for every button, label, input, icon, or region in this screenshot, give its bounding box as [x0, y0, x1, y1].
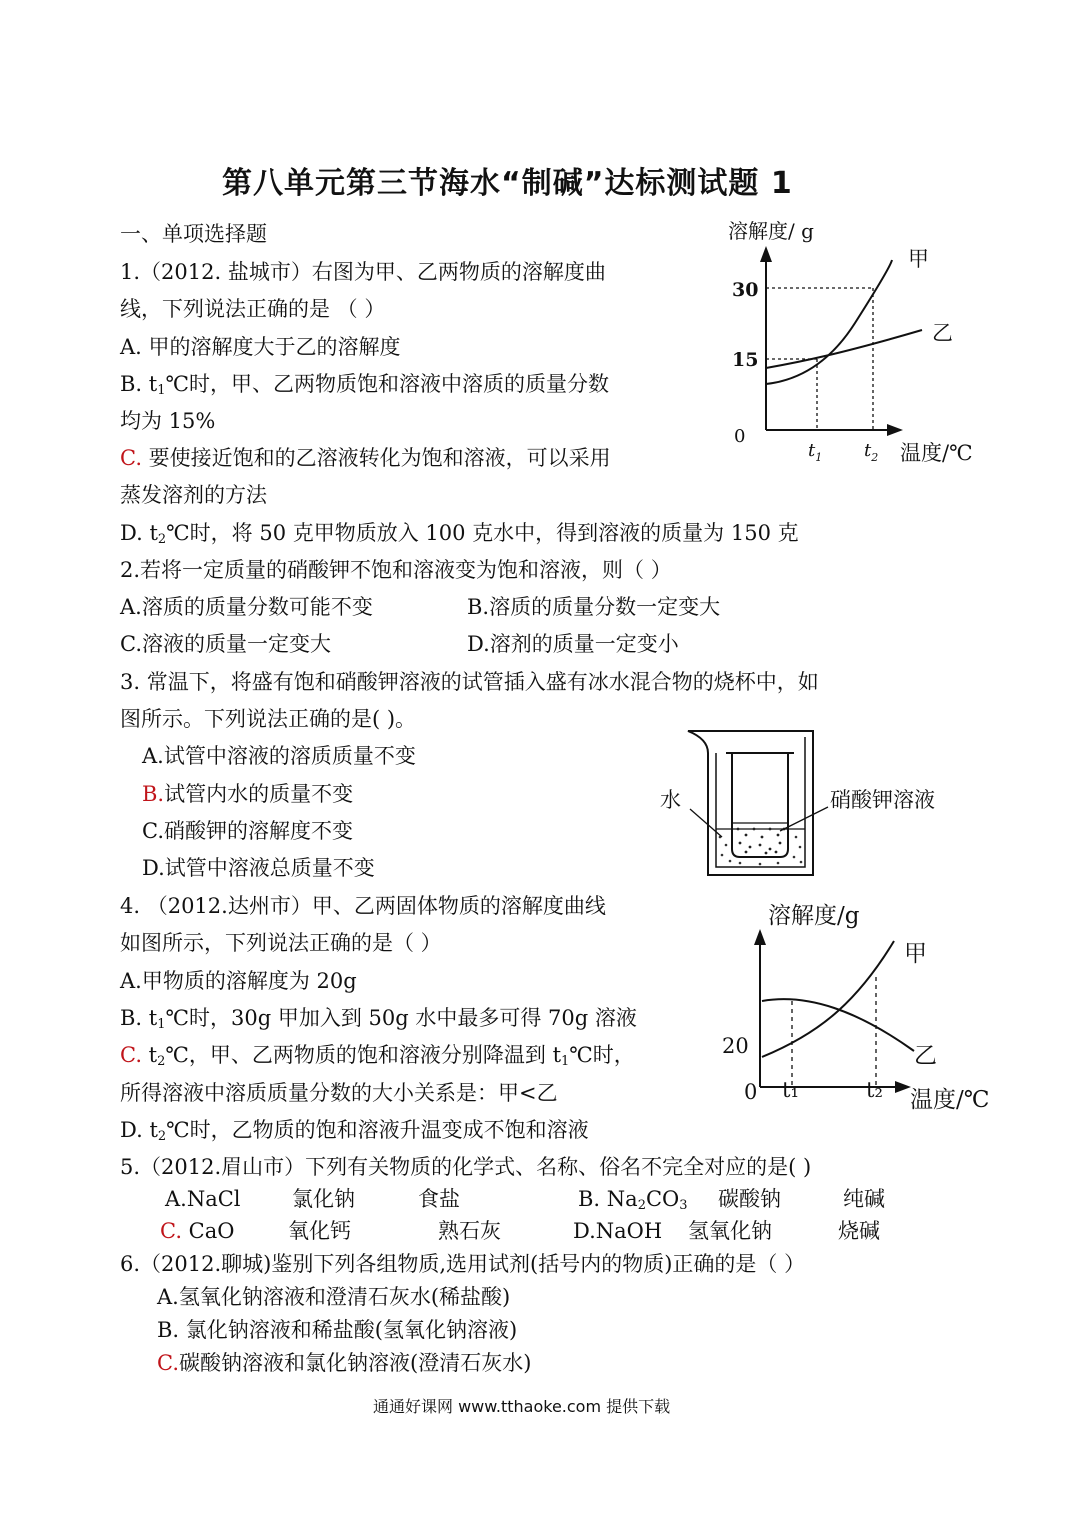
q1-option-c-line2: 蒸发溶剂的方法 [120, 483, 267, 507]
q5-a-name: 氯化钠 [292, 1187, 355, 1211]
q3-stem-line2: 图所示。下列说法正确的是( )。 [120, 707, 417, 731]
chart2-curve-yi [762, 999, 914, 1051]
answer-mark: C. [160, 1219, 182, 1243]
chart2-xlabel: 温度/℃ [910, 1087, 990, 1113]
chart2-tick-t1: t₁ [782, 1078, 799, 1102]
q5-c-formula: C. CaO [160, 1219, 235, 1243]
water-pointer [690, 809, 722, 837]
q5-d-formula: D.NaOH [573, 1219, 663, 1243]
q5-b-common: 纯碱 [843, 1187, 885, 1211]
chart1-tick-t2: $t_2$ [864, 440, 879, 464]
q5-d-common: 烧碱 [838, 1219, 880, 1243]
q1-option-d: D. $t_2℃$时，将 50 克甲物质放入 100 克水中，得到溶液的质量为 150 克 [120, 521, 799, 547]
q4-option-a: A.甲物质的溶解度为 20g [120, 969, 357, 993]
answer-mark: C. [120, 1043, 142, 1067]
chart1-tick-15: 15 [732, 349, 759, 371]
q5-d-name: 氢氧化钠 [688, 1219, 772, 1243]
chart1-ylabel: 溶解度/ g [728, 219, 814, 243]
q5-b-name: 碳酸钠 [718, 1187, 781, 1211]
q5-stem: 5.（2012.眉山市）下列有关物质的化学式、名称、俗名不完全对应的是( ) [120, 1155, 812, 1179]
q5-c-name: 氧化钙 [288, 1219, 351, 1243]
chart1-tick-30: 30 [732, 279, 759, 301]
q2-option-a: A.溶质的质量分数可能不变 [120, 595, 373, 619]
page-title: 第八单元第三节海水“制碱”达标测试题 1 [222, 166, 793, 201]
answer-mark: C. [157, 1351, 179, 1375]
page-footer: 通通好课网 www.tthaoke.com 提供下载 [373, 1397, 671, 1416]
q4-option-d: D. $t_2℃$时，乙物质的饱和溶液升温变成不饱和溶液 [120, 1118, 589, 1144]
solution-dots [737, 828, 786, 855]
q1-stem-line2: 线，下列说法正确的是 （ ） [120, 297, 386, 321]
beaker-label-solution: 硝酸钾溶液 [830, 788, 935, 812]
q2-option-b: B.溶质的质量分数一定变大 [467, 595, 721, 619]
q6-stem: 6.（2012.聊城)鉴别下列各组物质,选用试剂(括号内的物质)正确的是（ ） [120, 1252, 806, 1276]
q2-option-d: D.溶剂的质量一定变小 [467, 632, 679, 656]
q3-stem-line1: 3. 常温下，将盛有饱和硝酸钾溶液的试管插入盛有冰水混合物的烧杯中，如 [120, 670, 819, 694]
chart1-xlabel: 温度/℃ [900, 441, 973, 465]
q4-stem-line1: 4. （2012.达州市）甲、乙两固体物质的溶解度曲线 [120, 894, 606, 918]
q5-a-formula: A.NaCl [165, 1187, 241, 1211]
answer-mark: C. [120, 446, 142, 470]
chart1-x-arrow [887, 424, 903, 436]
beaker-figure [650, 725, 960, 883]
chart1-origin: 0 [734, 426, 746, 447]
answer-mark: B. [142, 782, 165, 806]
q2-option-c: C.溶液的质量一定变大 [120, 632, 331, 656]
q3-option-c: C.硝酸钾的溶解度不变 [142, 819, 353, 843]
q6-option-a: A.氢氧化钠溶液和澄清石灰水(稀盐酸) [157, 1285, 511, 1309]
q2-stem: 2.若将一定质量的硝酸钾不饱和溶液变为饱和溶液，则（ ） [120, 558, 672, 582]
q1-option-a: A. 甲的溶解度大于乙的溶解度 [120, 335, 401, 359]
chart1-y-arrow [760, 246, 772, 262]
beaker-inner-wall [716, 737, 805, 867]
chart2-tick-20: 20 [722, 1034, 749, 1058]
q4-stem-line2: 如图所示，下列说法正确的是（ ） [120, 931, 442, 955]
q1-option-b-line2: 均为 15% [120, 409, 216, 433]
q5-c-common: 熟石灰 [438, 1219, 501, 1243]
chart2-origin: 0 [744, 1080, 758, 1104]
q6-option-b: B. 氯化钠溶液和稀盐酸(氢氧化钠溶液) [157, 1318, 518, 1342]
q4-option-c-line2: 所得溶液中溶质质量分数的大小关系是：甲<乙 [120, 1081, 558, 1105]
chart2-x-arrow [895, 1081, 911, 1093]
chart2-ylabel: 溶解度/g [768, 903, 860, 929]
chart1-tick-t1: $t_1$ [808, 440, 823, 464]
chart2-label-yi: 乙 [914, 1043, 937, 1069]
q3-option-b: B.试管内水的质量不变 [142, 782, 354, 806]
q1-stem-line1: 1.（2012. 盐城市）右图为甲、乙两物质的溶解度曲 [120, 260, 606, 284]
solubility-chart-2 [718, 893, 1030, 1119]
test-tube [732, 753, 788, 857]
chart2-label-jia: 甲 [904, 941, 927, 967]
beaker-label-water: 水 [660, 788, 681, 812]
chart2-tick-t2: t₂ [866, 1078, 883, 1102]
q5-a-common: 食盐 [418, 1187, 460, 1211]
q6-option-c: C.碳酸钠溶液和氯化钠溶液(澄清石灰水) [157, 1351, 532, 1375]
q4-option-c: C. $t_2℃$，甲、乙两物质的饱和溶液分别降温到 $t_1℃$时， [120, 1043, 635, 1069]
chart1-label-yi: 乙 [932, 321, 953, 345]
q4-option-b: B. $t_1℃$时，30g 甲加入到 50g 水中最多可得 70g 溶液 [120, 1006, 637, 1032]
q3-option-d: D.试管中溶液总质量不变 [142, 856, 375, 880]
solubility-chart-1 [720, 208, 990, 470]
section-heading: 一、单项选择题 [120, 222, 267, 246]
chart2-y-arrow [754, 929, 766, 945]
q1-option-c: C. 要使接近饱和的乙溶液转化为饱和溶液，可以采用 [120, 446, 611, 470]
q3-option-a: A.试管中溶液的溶质质量不变 [142, 744, 416, 768]
chart1-curve-yi [766, 330, 922, 368]
q1-option-b: B. $t_1℃$时，甲、乙两物质饱和溶液中溶质的质量分数 [120, 372, 610, 398]
q5-b-formula: B. $Na_2CO_3$ [578, 1187, 688, 1213]
chart1-label-jia: 甲 [908, 247, 929, 271]
